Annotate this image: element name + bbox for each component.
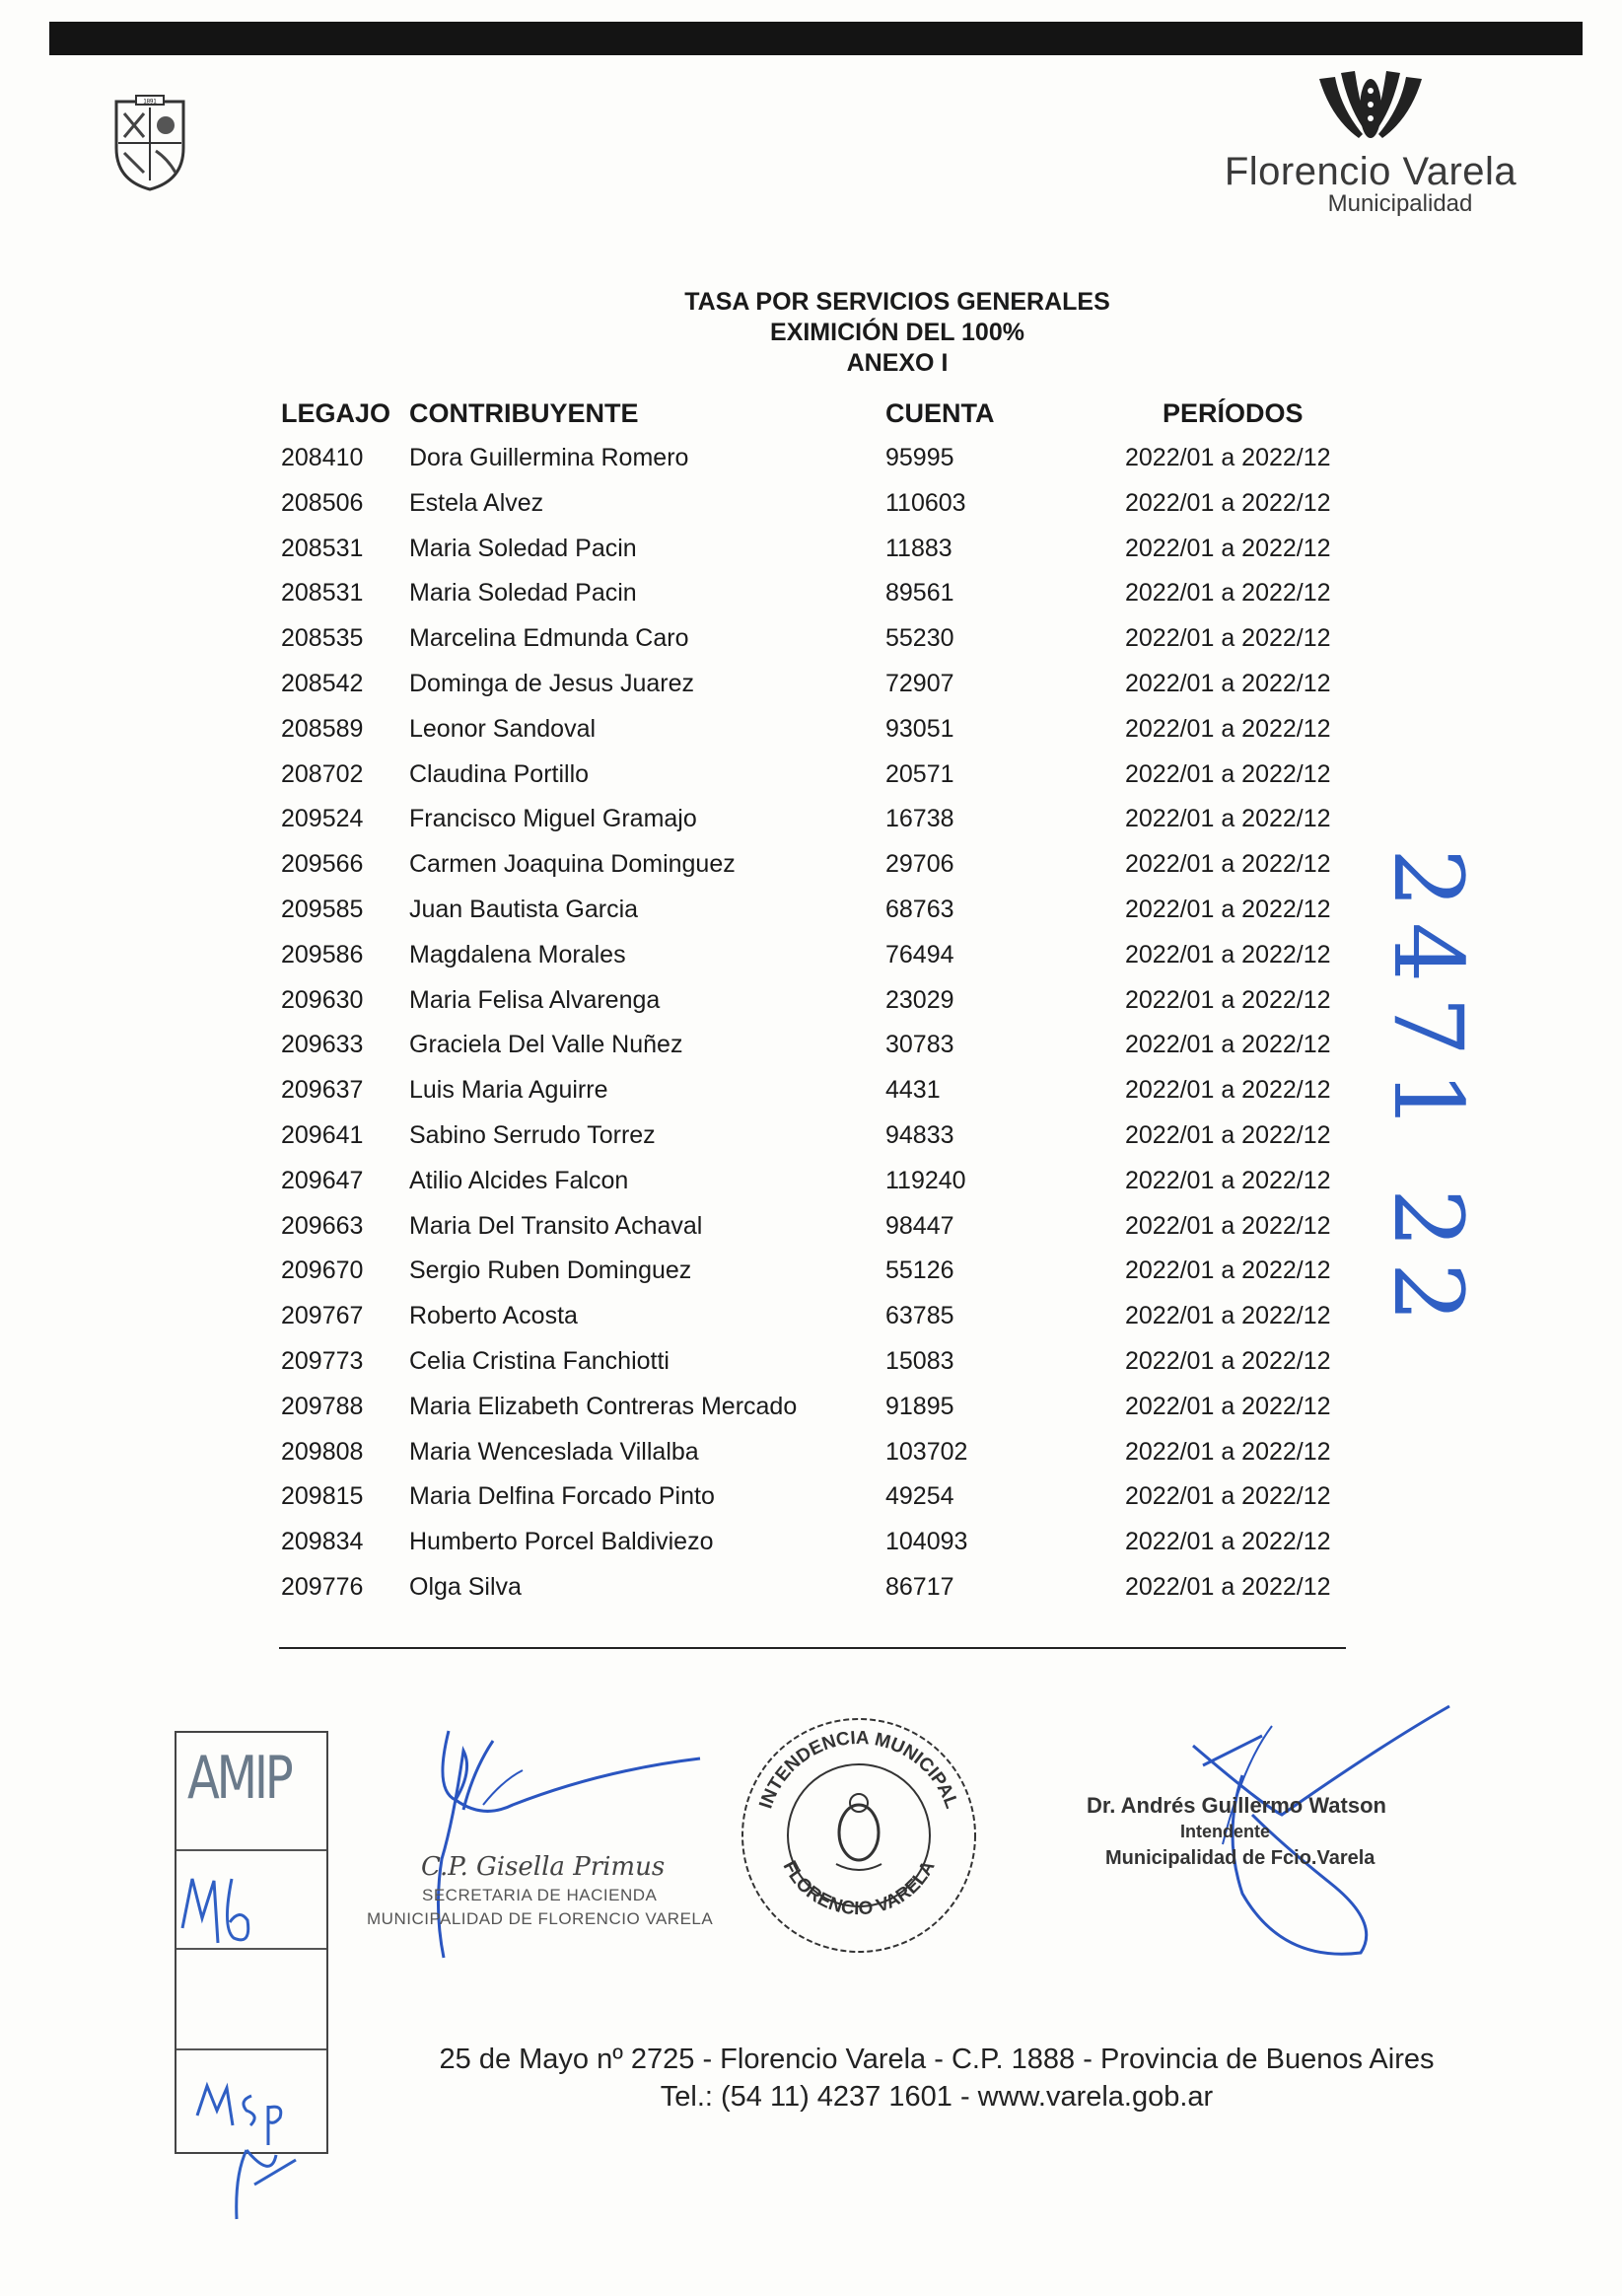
cell-contribuyente: Humberto Porcel Baldiviezo bbox=[409, 1528, 714, 1556]
signature-right-title: Intendente bbox=[1180, 1822, 1271, 1841]
cell-periodos: 2022/01 a 2022/12 bbox=[1125, 940, 1331, 969]
cell-contribuyente: Carmen Joaquina Dominguez bbox=[409, 850, 736, 879]
title-line-2: EXIMICIÓN DEL 100% bbox=[770, 319, 1024, 346]
table-row bbox=[0, 1347, 1622, 1393]
cell-periodos: 2022/01 a 2022/12 bbox=[1125, 985, 1331, 1014]
table-row bbox=[0, 579, 1622, 624]
cell-periodos: 2022/01 a 2022/12 bbox=[1125, 1528, 1331, 1556]
intendencia-seal-icon bbox=[730, 1706, 988, 1965]
cell-periodos: 2022/01 a 2022/12 bbox=[1125, 805, 1331, 833]
cell-legajo: 209788 bbox=[281, 1392, 364, 1420]
florencio-varela-logo bbox=[1223, 69, 1518, 227]
cell-contribuyente: Maria Del Transito Achaval bbox=[409, 1211, 703, 1240]
signature-left-title: SECRETARIA DE HACIENDA bbox=[422, 1886, 658, 1904]
cell-cuenta: 20571 bbox=[885, 759, 954, 788]
cell-legajo: 208589 bbox=[281, 714, 364, 743]
table-row bbox=[0, 1573, 1622, 1618]
cell-periodos: 2022/01 a 2022/12 bbox=[1125, 895, 1331, 923]
table-row bbox=[0, 1528, 1622, 1573]
table-row bbox=[0, 670, 1622, 715]
cell-cuenta: 94833 bbox=[885, 1120, 954, 1149]
table-row bbox=[0, 1438, 1622, 1483]
handwritten-initials-icon bbox=[173, 1859, 281, 1968]
signature-left-name: C.P. Gisella Primus bbox=[421, 1852, 666, 1882]
crest-year: 1891 bbox=[143, 99, 157, 106]
cell-legajo: 209585 bbox=[281, 895, 364, 923]
cell-periodos: 2022/01 a 2022/12 bbox=[1125, 534, 1331, 562]
cell-periodos: 2022/01 a 2022/12 bbox=[1125, 1392, 1331, 1420]
cell-contribuyente: Dora Guillermina Romero bbox=[409, 444, 689, 471]
cell-periodos: 2022/01 a 2022/12 bbox=[1125, 1482, 1331, 1511]
municipality-subtitle: Municipalidad bbox=[1327, 190, 1473, 217]
cell-cuenta: 93051 bbox=[885, 714, 954, 743]
cell-legajo: 209647 bbox=[281, 1166, 364, 1194]
cell-legajo: 209767 bbox=[281, 1302, 364, 1330]
cell-periodos: 2022/01 a 2022/12 bbox=[1125, 1437, 1331, 1466]
table-row bbox=[0, 624, 1622, 670]
cell-legajo: 209776 bbox=[281, 1572, 364, 1601]
cell-cuenta: 55126 bbox=[885, 1256, 954, 1285]
seal-bottom-text: FLORENCIO VARELA bbox=[778, 1857, 940, 1920]
svg-text:INTENDENCIA MUNICIPAL bbox=[755, 1728, 961, 1812]
header-periodos: PERÍODOS bbox=[1163, 398, 1304, 428]
cell-contribuyente: Graciela Del Valle Nuñez bbox=[409, 1031, 683, 1059]
cell-cuenta: 104093 bbox=[885, 1528, 968, 1556]
cell-cuenta: 23029 bbox=[885, 985, 954, 1014]
cell-contribuyente: Maria Soledad Pacin bbox=[409, 579, 637, 608]
cell-legajo: 209630 bbox=[281, 985, 364, 1014]
cell-cuenta: 4431 bbox=[885, 1076, 941, 1105]
cell-contribuyente: Maria Delfina Forcado Pinto bbox=[409, 1482, 715, 1511]
municipal-crest-icon bbox=[110, 94, 189, 192]
table-row bbox=[0, 535, 1622, 580]
cell-cuenta: 72907 bbox=[885, 669, 954, 697]
cell-contribuyente: Sergio Ruben Dominguez bbox=[409, 1256, 692, 1285]
cell-cuenta: 89561 bbox=[885, 579, 954, 608]
cell-periodos: 2022/01 a 2022/12 bbox=[1125, 714, 1331, 743]
cell-legajo: 209670 bbox=[281, 1256, 364, 1285]
cell-contribuyente: Celia Cristina Fanchiotti bbox=[409, 1346, 670, 1375]
cell-legajo: 208542 bbox=[281, 669, 364, 697]
cell-periodos: 2022/01 a 2022/12 bbox=[1125, 624, 1331, 653]
cell-periodos: 2022/01 a 2022/12 bbox=[1125, 1302, 1331, 1330]
cell-contribuyente: Maria Elizabeth Contreras Mercado bbox=[409, 1392, 798, 1420]
municipality-name: Florencio Varela bbox=[1224, 150, 1517, 193]
cell-legajo: 209834 bbox=[281, 1528, 364, 1556]
table-row bbox=[0, 1482, 1622, 1528]
cell-cuenta: 76494 bbox=[885, 940, 954, 969]
signature-left-org: MUNICIPALIDAD DE FLORENCIO VARELA bbox=[367, 1909, 714, 1928]
cell-contribuyente: Roberto Acosta bbox=[409, 1302, 578, 1330]
header-legajo: LEGAJO bbox=[281, 398, 391, 428]
cell-contribuyente: Dominga de Jesus Juarez bbox=[409, 669, 695, 697]
cell-periodos: 2022/01 a 2022/12 bbox=[1125, 850, 1331, 879]
cell-contribuyente: Marcelina Edmunda Caro bbox=[409, 624, 689, 653]
table-row bbox=[0, 1393, 1622, 1438]
cell-contribuyente: Luis Maria Aguirre bbox=[409, 1076, 608, 1105]
cell-periodos: 2022/01 a 2022/12 bbox=[1125, 669, 1331, 697]
signature-primus-icon bbox=[365, 1711, 740, 1968]
handwritten-number-text: 2471 22 bbox=[1373, 848, 1483, 1336]
cell-legajo: 209586 bbox=[281, 940, 364, 969]
cell-legajo: 208702 bbox=[281, 759, 364, 788]
cell-legajo: 209641 bbox=[281, 1120, 364, 1149]
cell-periodos: 2022/01 a 2022/12 bbox=[1125, 1346, 1331, 1375]
cell-cuenta: 15083 bbox=[885, 1346, 954, 1375]
varela-emblem-icon bbox=[1311, 69, 1430, 148]
table-row bbox=[0, 489, 1622, 535]
cell-cuenta: 98447 bbox=[885, 1211, 954, 1240]
cell-contribuyente: Maria Felisa Alvarenga bbox=[409, 985, 661, 1014]
cell-contribuyente: Maria Soledad Pacin bbox=[409, 534, 637, 562]
signature-watson-icon bbox=[1085, 1667, 1469, 1992]
cell-contribuyente: Maria Wenceslada Villalba bbox=[409, 1437, 699, 1466]
cell-cuenta: 16738 bbox=[885, 805, 954, 833]
cell-cuenta: 49254 bbox=[885, 1482, 954, 1511]
scan-top-bar bbox=[49, 22, 1583, 55]
seal-top-text: INTENDENCIA MUNICIPAL bbox=[755, 1727, 962, 1812]
cell-periodos: 2022/01 a 2022/12 bbox=[1125, 1572, 1331, 1601]
cell-periodos: 2022/01 a 2022/12 bbox=[1125, 1031, 1331, 1059]
title-line-3: ANEXO I bbox=[846, 349, 949, 377]
cell-periodos: 2022/01 a 2022/12 bbox=[1125, 1211, 1331, 1240]
footer-address: 25 de Mayo nº 2725 - Florencio Varela - C.P. 1888 - Provincia de Buenos Aires bbox=[439, 2044, 1435, 2075]
cell-legajo: 209633 bbox=[281, 1031, 364, 1059]
cell-cuenta: 91895 bbox=[885, 1392, 954, 1420]
cell-contribuyente: Magdalena Morales bbox=[409, 940, 626, 969]
cell-cuenta: 11883 bbox=[885, 534, 952, 562]
cell-legajo: 209815 bbox=[281, 1482, 364, 1511]
signature-right-name: Dr. Andrés Guillermo Watson bbox=[1087, 1793, 1386, 1818]
cell-legajo: 208506 bbox=[281, 488, 364, 517]
cell-legajo: 209524 bbox=[281, 805, 364, 833]
cell-cuenta: 29706 bbox=[885, 850, 954, 879]
cell-legajo: 209808 bbox=[281, 1437, 364, 1466]
cell-cuenta: 103702 bbox=[885, 1437, 968, 1466]
cell-legajo: 208531 bbox=[281, 534, 364, 562]
cell-cuenta: 110603 bbox=[885, 488, 966, 517]
cell-legajo: 209637 bbox=[281, 1076, 364, 1105]
cell-periodos: 2022/01 a 2022/12 bbox=[1125, 1166, 1331, 1194]
cell-legajo: 208410 bbox=[281, 444, 364, 471]
cell-contribuyente: Sabino Serrudo Torrez bbox=[409, 1120, 656, 1149]
cell-periodos: 2022/01 a 2022/12 bbox=[1125, 1120, 1331, 1149]
cell-legajo: 209773 bbox=[281, 1346, 364, 1375]
cell-periodos: 2022/01 a 2022/12 bbox=[1125, 579, 1331, 608]
document-title bbox=[0, 287, 1622, 379]
cell-legajo: 208535 bbox=[281, 624, 364, 653]
cell-contribuyente: Claudina Portillo bbox=[409, 759, 590, 788]
cell-legajo: 208531 bbox=[281, 579, 364, 608]
cell-contribuyente: Atilio Alcides Falcon bbox=[409, 1166, 629, 1194]
cell-legajo: 209566 bbox=[281, 850, 364, 879]
cell-periodos: 2022/01 a 2022/12 bbox=[1125, 444, 1331, 471]
cell-cuenta: 119240 bbox=[885, 1166, 966, 1194]
cell-contribuyente: Estela Alvez bbox=[409, 488, 544, 517]
cell-cuenta: 55230 bbox=[885, 624, 954, 653]
svg-text:FLORENCIO VARELA bbox=[779, 1857, 940, 1919]
bottom-rule bbox=[279, 1647, 1346, 1649]
cell-cuenta: 86717 bbox=[885, 1572, 954, 1601]
table-row bbox=[0, 444, 1622, 489]
cell-cuenta: 95995 bbox=[885, 444, 954, 471]
cell-contribuyente: Leonor Sandoval bbox=[409, 714, 597, 743]
header-contribuyente: CONTRIBUYENTE bbox=[409, 398, 639, 428]
amip-stamp-label: AMIP bbox=[187, 1744, 291, 1813]
cell-periodos: 2022/01 a 2022/12 bbox=[1125, 1076, 1331, 1105]
cell-contribuyente: Olga Silva bbox=[409, 1572, 522, 1601]
cell-cuenta: 63785 bbox=[885, 1302, 954, 1330]
cell-cuenta: 30783 bbox=[885, 1031, 954, 1059]
table-row bbox=[0, 760, 1622, 806]
cell-periodos: 2022/01 a 2022/12 bbox=[1125, 1256, 1331, 1285]
cell-contribuyente: Juan Bautista Garcia bbox=[409, 895, 639, 923]
cell-cuenta: 68763 bbox=[885, 895, 954, 923]
cell-legajo: 209663 bbox=[281, 1211, 364, 1240]
cell-contribuyente: Francisco Miguel Gramajo bbox=[409, 805, 697, 833]
footer-contact: Tel.: (54 11) 4237 1601 - www.varela.gob.ar bbox=[660, 2081, 1214, 2113]
handwritten-number bbox=[1361, 838, 1489, 1351]
cell-periodos: 2022/01 a 2022/12 bbox=[1125, 488, 1331, 517]
title-line-1: TASA POR SERVICIOS GENERALES bbox=[684, 288, 1110, 316]
cell-periodos: 2022/01 a 2022/12 bbox=[1125, 759, 1331, 788]
signature-right-org: Municipalidad de Fcio.Varela bbox=[1105, 1847, 1375, 1869]
table-row bbox=[0, 715, 1622, 760]
header-cuenta: CUENTA bbox=[885, 398, 995, 428]
